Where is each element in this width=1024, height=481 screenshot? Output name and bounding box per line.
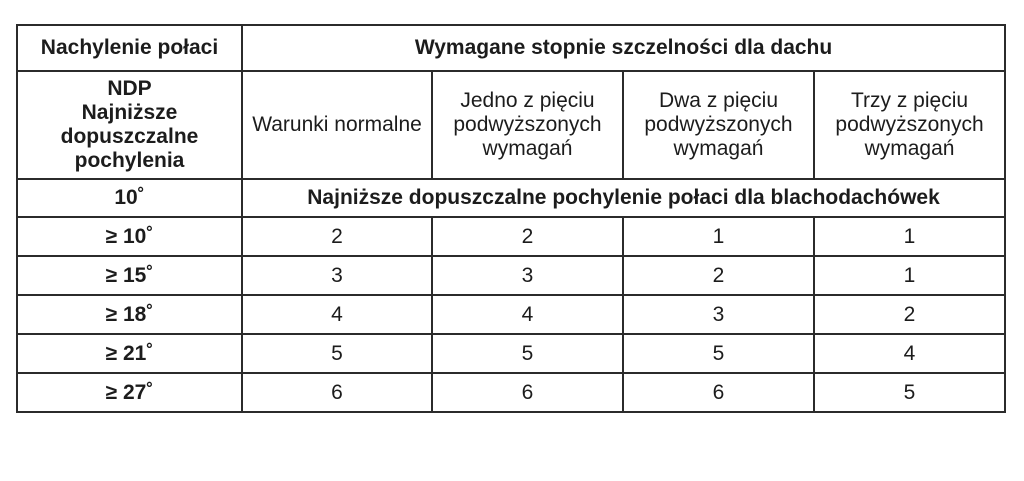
table-row <box>17 334 1005 373</box>
table-row <box>17 373 1005 412</box>
slope-cell: ≥ 15˚ <box>17 256 242 295</box>
ndp-header-line: pochylenia <box>74 149 185 172</box>
value-cell: 5 <box>814 373 1005 412</box>
value-cell: 5 <box>242 334 432 373</box>
roof-tightness-table <box>16 24 1006 413</box>
column-header-two-of-five: Dwa z pięciu podwyższonych wymagań <box>623 71 814 179</box>
ndp-slope-cell: 10˚ <box>17 179 242 217</box>
slope-column-header: Nachylenie połaci <box>17 25 242 71</box>
value-cell: 3 <box>623 295 814 334</box>
table-row <box>17 217 1005 256</box>
value-cell: 2 <box>623 256 814 295</box>
value-cell: 6 <box>242 373 432 412</box>
tightness-group-header: Wymagane stopnie szczelności dla dachu <box>242 25 1005 71</box>
value-cell: 2 <box>814 295 1005 334</box>
value-cell: 4 <box>242 295 432 334</box>
ndp-row <box>17 179 1005 217</box>
value-cell: 1 <box>814 256 1005 295</box>
value-cell: 1 <box>814 217 1005 256</box>
table-row <box>17 295 1005 334</box>
value-cell: 3 <box>432 256 623 295</box>
ndp-header-line: dopuszczalne <box>60 125 199 148</box>
value-cell: 1 <box>623 217 814 256</box>
slope-cell: ≥ 27˚ <box>17 373 242 412</box>
value-cell: 2 <box>432 217 623 256</box>
value-cell: 5 <box>432 334 623 373</box>
ndp-description-cell: Najniższe dopuszczalne pochylenie połaci dla blachodachówek <box>242 179 1005 217</box>
value-cell: 4 <box>432 295 623 334</box>
column-header-normal: Warunki normalne <box>242 71 432 179</box>
value-cell: 5 <box>623 334 814 373</box>
ndp-header-line: Najniższe <box>81 101 178 124</box>
value-cell: 4 <box>814 334 1005 373</box>
column-header-three-of-five: Trzy z pięciu podwyższonych wymagań <box>814 71 1005 179</box>
table-row <box>17 256 1005 295</box>
ndp-header <box>17 71 242 179</box>
slope-cell: ≥ 10˚ <box>17 217 242 256</box>
value-cell: 6 <box>432 373 623 412</box>
slope-cell: ≥ 18˚ <box>17 295 242 334</box>
slope-cell: ≥ 21˚ <box>17 334 242 373</box>
value-cell: 3 <box>242 256 432 295</box>
header-row <box>17 25 1005 71</box>
value-cell: 2 <box>242 217 432 256</box>
ndp-header-line: NDP <box>107 77 152 100</box>
column-header-one-of-five: Jedno z pięciu podwyższonych wymagań <box>432 71 623 179</box>
subheader-row <box>17 71 1005 179</box>
value-cell: 6 <box>623 373 814 412</box>
